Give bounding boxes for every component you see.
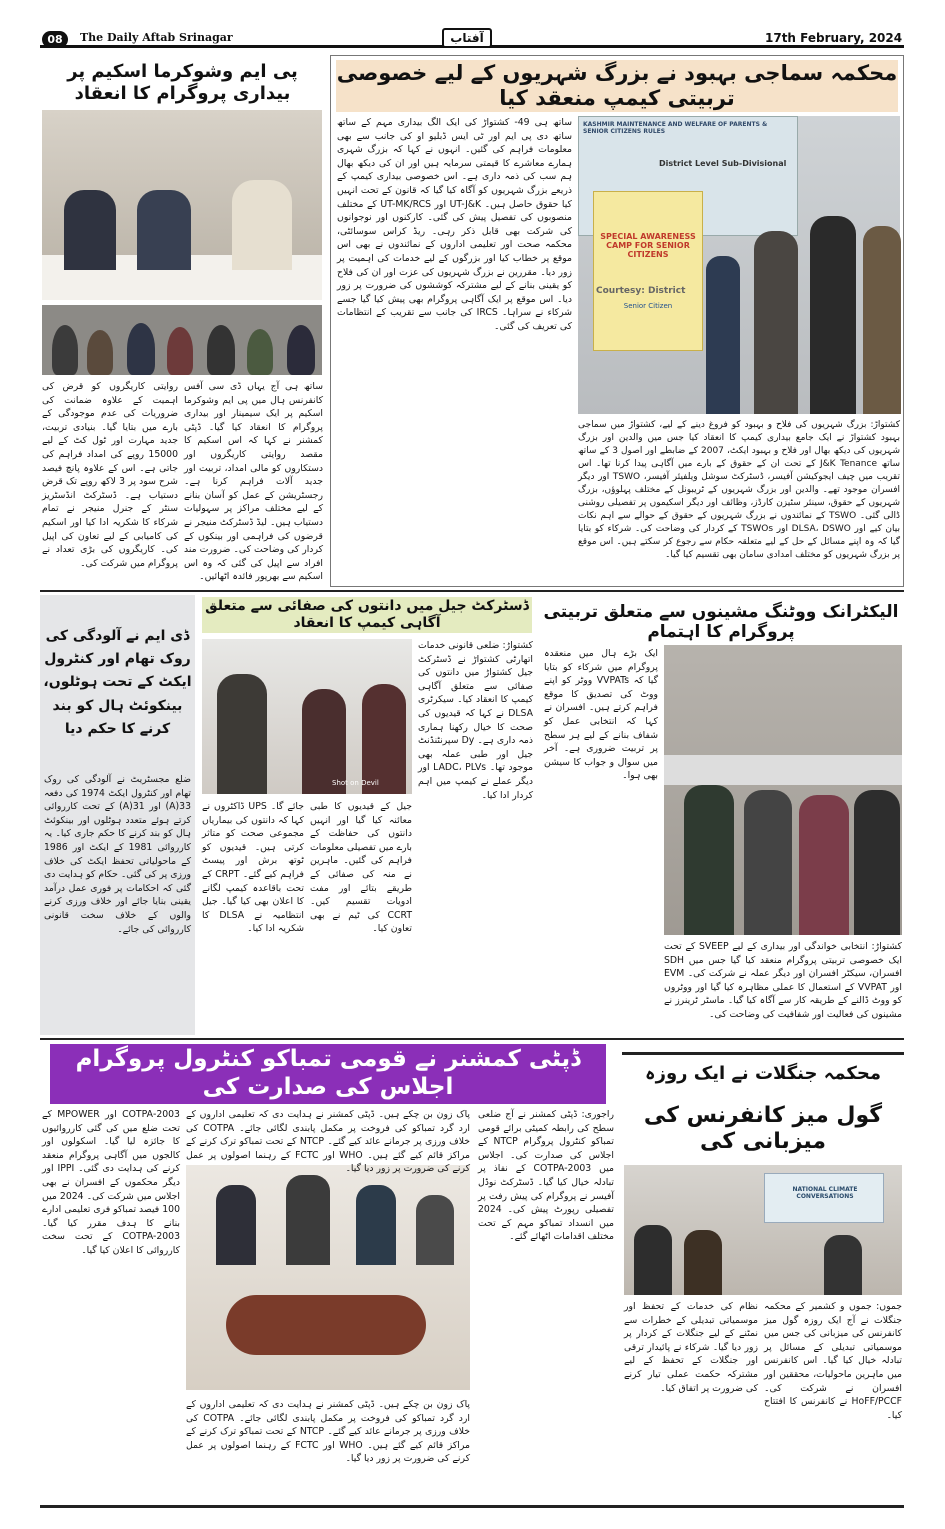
story4-col-b: جیل کے قیدیوں کا طبی معائنہ کیا گیا اور انہیں دانتوں کی حفاظت کے بارے میں تفصیلی معلومات فراہم کی گئیں۔ ماہرین نے منہ کی صفائی کے طریقے بتائے اور مفت ادویات تقسیم کیں۔ CCRT کی ٹیم نے بھی تعاون کیا۔	[310, 801, 412, 935]
conference-banner	[764, 1173, 884, 1223]
story6-col-a: راجوری: ڈپٹی کمشنر نے آج ضلعی سطح کی رابطہ کمیٹی برائے قومی تمباکو کنٹرول پروگرام NTCP کے اجلاس کی صدارت کی۔ اجلاس میں COTPA-2003 کے نفاذ پر تبادلہ خیال کیا گیا۔ ڈسٹرکٹ نوڈل آفیسر نے پروگرام کی پیش رفت پر تفصیلی رپورٹ پیش کی۔ 2024 میں انسداد تمباکو مہم کے تحت مختلف اقدامات اٹھائے گئے۔	[478, 1109, 614, 1243]
photo-vishwakarma-dais	[42, 110, 322, 300]
headline-jail: ڈسٹرکٹ جیل میں دانتوں کی صفائی سے متعلق آگاہی کیمپ کا انعقاد	[202, 597, 532, 633]
audience-member	[207, 325, 235, 375]
person-far-right	[863, 226, 901, 414]
person-left	[706, 256, 740, 414]
story-pollution	[40, 595, 195, 1035]
photo-forest-conference	[624, 1165, 902, 1295]
story1-col-mid: ساتھ ہی 49- کشتواڑ کی ایک الگ بیداری مہم کے ساتھ ساتھ دی پی ایم اور ٹی ایس ڈبلیو او کی جانب سے بھی معلومات فراہم کی گئیں۔ انہوں نے کہا کہ بزرگ شہری ہمارے معاشرے کا قیمتی سرمایہ ہیں اور ان کی دیکھ بھال ہم سب کی ذمہ داری ہے۔ اس خصوصی بیداری کیمپ کے ذریعے بزرگ شہریوں کو آگاہ کیا گیا کہ قانون کے تحت انہیں کیا حقوق حاصل ہیں۔ UT-J&K اور UT-MK/RCS کے مختلف منصوبوں کی تفصیل پیش کی گئی۔ کارکنوں اور نوجوانوں کی شرکت بھی قابل ذکر رہی۔ ریڈ کراس سوسائٹی، محکمہ صحت اور تعلیمی اداروں کے نمائندوں نے بھی اس موقع پر خطاب کیا اور بزرگوں کے لیے خدمات کی اہمیت پر زور دیا۔ مقررین نے بزرگ شہریوں کی عزت اور ان کی فلاح کو یقینی بنانے کے لیے مشترکہ کوششوں کی ضرورت پر زور دیا۔ اس موقع پر ایک آگاہی پروگرام بھی پیش کیا گیا جسے شرکاء نے سراہا۔ IRCS کی جانب سے تقریب کے انتظامات کی تعریف کی گئی۔	[337, 117, 573, 332]
person-centre	[754, 231, 798, 414]
story3-col-a: کشتواڑ: انتخابی خواندگی اور بیداری کے لیے SVEEP کے تحت ایک خصوصی تربیتی پروگرام منعقد کیا گیا جس میں SDH افسران، سیکٹر افسران اور دیگر عملہ نے شرکت کی۔ EVM اور VVPAT کے استعمال کا عملی مظاہرہ کیا گیا اور ووٹروں کو ووٹ ڈالنے کے طریقہ کار سے آگاہ کیا گیا۔ ماسٹر ٹرینرز نے مشینوں کی فعالیت اور شفافیت کی وضاحت کی۔	[664, 941, 902, 1020]
story-evm	[540, 595, 904, 1035]
dignitary-1	[64, 190, 116, 270]
masthead-logo: آفتاب	[442, 28, 492, 48]
photo-banner-text: KASHMIR MAINTENANCE AND WELFARE OF PARENTS & SENIOR CITIZENS RULES	[583, 121, 768, 135]
photo-courtesy-text: Courtesy: District	[596, 286, 686, 296]
conference-banner-text: NATIONAL CLIMATE CONVERSATIONS	[792, 1186, 858, 1200]
audience-member	[167, 327, 193, 375]
story-tobacco	[40, 1040, 616, 1500]
delegate-1	[634, 1225, 672, 1295]
paper-name: The Daily Aftab Srinagar	[80, 31, 233, 44]
headline-forest-1: محکمہ جنگلات نے ایک روزہ	[622, 1052, 904, 1092]
story6-col-c: 2003-COTPA اور MPOWER کے تحت ضلع میں کی گئی کارروائیوں کا جائزہ لیا گیا۔ اسکولوں اور کالجوں میں آگاہی پروگرام منعقد کرنے کی ہدایت دی گئی۔ IPPI اور دیگر محکموں کے افسران نے بھی اجلاس میں شرکت کی۔ 2024 میں 100 فیصد تمباکو فری تعلیمی ادارے بنانے کا ہدف مقرر کیا گیا۔ COTPA-2003 کے تحت سخت کارروائی کا اعلان کیا گیا۔	[42, 1109, 180, 1256]
photo-credit: Shot on Devil	[332, 779, 379, 787]
audience-member	[87, 330, 113, 375]
story6-col-b: پاک زون بن چکے ہیں۔ ڈپٹی کمشنر نے ہدایت دی کہ تعلیمی اداروں کے ارد گرد تمباکو کی فروخت پر مکمل پابندی لگائی جائے۔ COTPA کی خلاف ورزی پر جرمانے عائد کیے گئے۔ NTCP کے تحت تمباکو ترک کرنے کے مراکز قائم کیے گئے ہیں۔ WHO اور FCTC کے رہنما اصولوں پر عمل کرنے کی ضرورت پر زور دیا گیا۔	[186, 1399, 470, 1465]
headline-tobacco: ڈپٹی کمشنر نے قومی تمباکو کنٹرول پروگرام اجلاس کی صدارت کی	[50, 1044, 606, 1104]
page-number: 08	[42, 31, 68, 48]
photo-senior-citizens-camp	[578, 116, 900, 414]
story2-col-b: روایتی کاریگروں کو قرض کی اہمیت کے علاوہ ضمانت کی ضروریات کی عدم موجودگی کے بارے میں بتایا گیا۔ بنیادی تربیت، جدید مہارت اور ٹول کٹ کے لیے 15000 روپے کی امداد فراہم کی جاتی ہے۔ اس کے علاوہ پانچ فیصد شرح سود پر 3 لاکھ روپے تک قرض دستیاب ہے۔ ڈسٹرکٹ انڈسٹریز سنٹر کے جنرل منیجر نے تمام شرکاء کا شکریہ ادا کیا اور اسکیم کی کامیابی کے لیے تعاون کی اپیل کی۔ کاریگروں کی بڑی تعداد نے پروگرام میں شرکت کی۔	[42, 381, 178, 569]
story-forest	[622, 1040, 904, 1500]
headline-forest-2: گول میز کانفرنس کی میزبانی کی	[643, 1102, 883, 1154]
delegate-2	[684, 1230, 722, 1295]
delegate-3	[824, 1235, 862, 1295]
story7-col-b: نظام کی خدمات کے تحفظ اور موسمیاتی تبدیلی کے خطرات سے نمٹنے کے لیے جنگلات کے کردار پر زور دیا گیا۔ شرکاء نے پائیدار ترقی اور جنگلات کے تحفظ کے لیے مشترکہ حکمت عملی تیار کرنے کی ضرورت پر اتفاق کیا۔	[624, 1301, 758, 1394]
story2-col-a: ساتھ ہی آج یہاں ڈی سی آفس کانفرنس ہال میں پی ایم وشوکرما اسکیم پر ایک سیمینار اور بیداری پروگرام کا انعقاد کیا گیا۔ ڈپٹی کمشنر نے کہا کہ اس اسکیم کا مقصد روایتی کاریگروں اور دستکاروں کو مالی امداد، تربیت اور جدید آلات فراہم کرنا ہے۔ رجسٹریشن کے عمل کو آسان بنانے کے لیے مختلف مراکز پر سہولیات دستیاب ہیں۔ لیڈ ڈسٹرکٹ منیجر نے قرضوں کی فراہمی اور بینکوں کے کردار کی وضاحت کی۔ ضرورت مند افراد سے اپیل کی گئی کہ وہ اس اسکیم سے بھرپور فائدہ اٹھائیں۔	[184, 381, 323, 583]
person-right	[810, 216, 856, 414]
story5-col: ضلع مجسٹریٹ نے آلودگی کی روک تھام اور کنٹرول ایکٹ 1974 کی دفعہ 33(A) اور 31(A) کے تحت کارروائی کرتے ہوئے متعدد ہوٹلوں اور بینکوئٹ ہال کو بند کرنے کا حکم جاری کیا۔ یہ کارروائی 1981 کے ایکٹ اور 1986 کے ماحولیاتی تحفظ ایکٹ کی خلاف ورزی پر کی گئی۔ حکام کو ہدایت دی گئی کہ احکامات پر فوری عمل درآمد یقینی بنایا جائے اور خلاف ورزی کرنے والوں کے خلاف سخت قانونی کارروائی کی جائے۔	[44, 774, 191, 935]
audience-member	[287, 325, 315, 375]
story1-col-right: کشتواڑ: بزرگ شہریوں کی فلاح و بہبود کو فروغ دینے کے لیے، کشتواڑ میں سماجی بہبود کشتواڑ نے ایک جامع بیداری کیمپ کا انعقاد کیا جس میں والدین اور بزرگ شہریوں کی دیکھ بھال اور فلاح و بہبود ایکٹ، 2007 کے ضابطے اور اصول 3 کے ساتھ ساتھ J&K Tenance کے تحت ان کے حقوق کے بارے میں آگاہی پیدا کرنا تھا۔ اس تقریب میں چیف ایجوکیشن آفیسر، ڈسٹرکٹ سوشل ویلفیئر آفیسر، TSWO اور دیگر افسران موجود تھے۔ والدین اور بزرگ شہریوں کے ٹریبونل کے مختلف پہلوؤں، بزرگ شہریوں کے حقوق، سینئر سٹیزن کارڈز، وظائف اور دیگر اسکیموں پر تفصیلی روشنی ڈالی گئی۔ TSWO کے نمائندوں نے بزرگ شہریوں کے حقوق کے حوالے سے اہم نکات بیان کیے اور DLSA، DSWO اور TSWOs کے کردار کی وضاحت کی۔ شرکاء کو بتایا گیا کہ وہ اپنے مسائل کے حل کے لیے متعلقہ حکام سے رجوع کر سکتے ہیں۔ اس موقع پر بزرگ شہریوں کو مختلف امدادی سامان بھی تقسیم کیا گیا۔	[578, 420, 901, 560]
story-vishwakarma	[40, 55, 325, 587]
photo-camp-poster	[593, 191, 703, 351]
dignitary-2	[137, 190, 191, 270]
headline-evm: الیکٹرانک ووٹنگ مشینوں سے متعلق تربیتی پروگرام کا اہتمام	[543, 601, 899, 642]
story6-col-top: پاک زون بن چکے ہیں۔ ڈپٹی کمشنر نے ہدایت دی کہ تعلیمی اداروں کے ارد گرد تمباکو کی فروخت پر مکمل پابندی لگائی جائے۔ COTPA کی خلاف ورزی پر جرمانے عائد کیے گئے۔ NTCP کے تحت تمباکو ترک کرنے کے مراکز قائم کیے گئے ہیں۔ WHO اور FCTC کے رہنما اصولوں پر عمل کرنے کی ضرورت پر زور دیا گیا۔	[186, 1109, 470, 1175]
audience-member	[127, 323, 155, 375]
story3-col-b: ایک بڑے ہال میں منعقدہ پروگرام میں شرکاء کو بتایا گیا کہ VVPATs ووٹر کو اپنے ووٹ کی تصدیق کا موقع فراہم کرتے ہیں۔ افسران نے کہا کہ انتخابی عمل کو شفاف بنانے کے لیے ہر سطح پر تربیت ضروری ہے۔ آخر میں سوال و جواب کا سیشن بھی ہوا۔	[544, 648, 658, 782]
issue-date: 17th February, 2024	[765, 31, 903, 45]
photo-evm-training	[664, 645, 902, 935]
divider-top	[40, 590, 904, 592]
photo-vishwakarma-audience	[42, 305, 322, 375]
audience-member	[52, 325, 78, 375]
staff-figure	[362, 684, 406, 794]
doctor-figure	[217, 674, 267, 794]
photo-tobacco-meeting	[186, 1165, 470, 1390]
meeting-table	[226, 1295, 426, 1355]
audience-member	[247, 329, 273, 375]
trainee-2	[744, 790, 792, 935]
divider-bottom	[40, 1505, 904, 1508]
story-social-welfare	[330, 55, 904, 587]
story7-col-a: جموں: جموں و کشمیر کے محکمہ جنگلات نے آج ایک روزہ گول میز کانفرنس کی میزبانی کی جس میں موسمیاتی تبدیلی کے مسائل پر تبادلہ خیال کیا گیا۔ اس کانفرنس میں ماہرین ماحولیات، محققین اور افسران نے شرکت کی۔ HoFF/PCCF نے کانفرنس کا افتتاح کیا۔	[764, 1301, 902, 1421]
headline-vishwakarma: پی ایم وشوکرما اسکیم پر بیداری پروگرام کا انعقاد	[67, 61, 298, 104]
trainee-3	[799, 795, 849, 935]
story-jail-dental	[200, 595, 535, 1035]
trainee-1	[684, 785, 734, 935]
evm-table	[664, 755, 902, 785]
photo-sub-text: District Level Sub-Divisional	[659, 159, 787, 168]
photo-camp-text: SPECIAL AWARENESS CAMP FOR SENIOR CITIZENS	[600, 232, 696, 259]
headline-social-welfare: محکمہ سماجی بہبود نے بزرگ شہریوں کے لیے خصوصی تربیتی کیمپ منعقد کیا	[336, 60, 898, 110]
story4-col-c: جائے گا۔ UPS ڈاکٹروں نے کہا کہ دانتوں کی بیماریاں مجموعی صحت کو متاثر کرتی ہیں۔ قیدیوں کو ٹوتھ برش اور پیسٹ فراہم کیے گئے۔ CRPT کے تحت باقاعدہ کیمپ لگانے کا اعلان بھی کیا گیا۔ جیل انتظامیہ نے DLSA کا شکریہ ادا کیا۔	[202, 801, 304, 935]
official-2	[286, 1175, 330, 1265]
official-3	[356, 1185, 396, 1265]
official-1	[216, 1185, 256, 1265]
photo-slogan-text: Senior Citizen	[623, 302, 673, 310]
official-4	[416, 1195, 454, 1265]
headline-pollution: ڈی ایم نے آلودگی کی روک تھام اور کنٹرول ایکٹ کے تحت ہوٹلوں، بینکوئٹ ہال کو بند کرنے کا حکم دیا	[43, 628, 192, 737]
photo-dental-camp	[202, 639, 412, 794]
trainee-4	[854, 790, 900, 935]
story4-col-a: کشتواڑ: ضلعی قانونی خدمات اتھارٹی کشتواڑ نے ڈسٹرکٹ جیل کشتواڑ میں دانتوں کی صفائی سے متعلق آگاہی کیمپ کا انعقاد کیا۔ سیکرٹری DLSA نے کہا کہ قیدیوں کی صحت کا خیال رکھنا ہماری ذمہ داری ہے۔ Dy سپرنٹنڈنٹ جیل اور طبی عملہ بھی موجود تھا۔ LADC، PLVs اور دیگر عملے نے کیمپ میں اہم کردار ادا کیا۔	[418, 640, 533, 801]
dignitary-3	[232, 180, 292, 270]
